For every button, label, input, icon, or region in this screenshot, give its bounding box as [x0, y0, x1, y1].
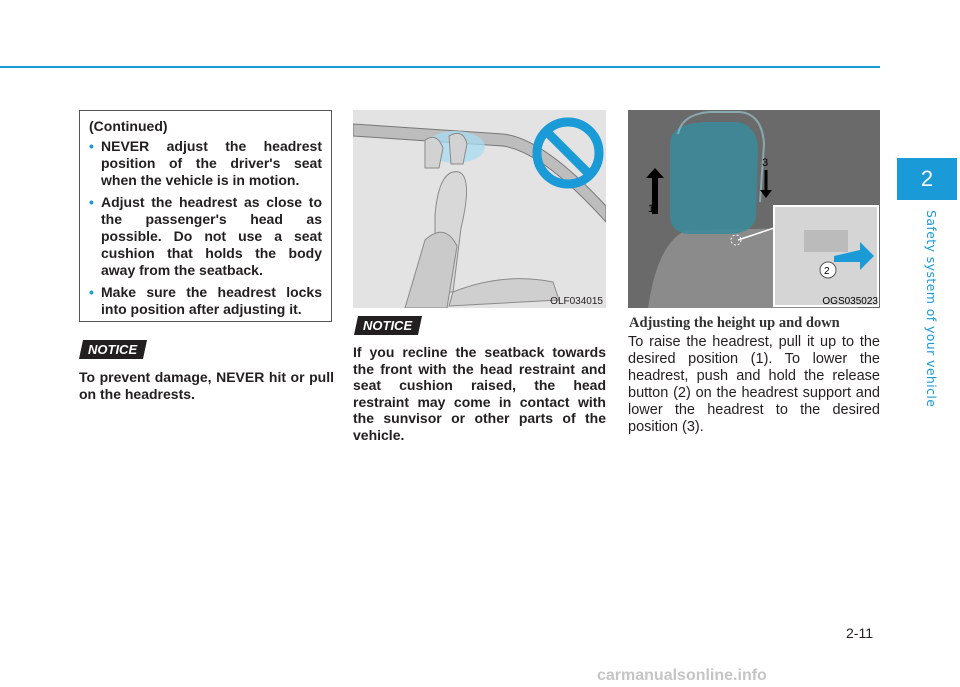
figure-code: OLF034015 — [550, 296, 603, 307]
headrest-adjust-illustration — [628, 110, 880, 308]
chapter-title: Safety system of your vehicle — [924, 210, 939, 408]
callout-1: 1 — [648, 203, 655, 215]
caution-continued-box — [79, 110, 332, 322]
caution-bullet: • Make sure the headrest locks into position after adjusting it. — [89, 284, 322, 317]
headrest-drawing — [628, 110, 880, 308]
chapter-number-tab[interactable] — [897, 158, 957, 200]
continued-label: (Continued) — [89, 118, 168, 134]
caution-bullet: • Adjust the headrest as close to the passenger's head as possible. Do not use a seat cushion that holds the body away from the seatback. — [89, 194, 322, 278]
header-rule — [0, 66, 880, 68]
callout-3: 3 — [762, 157, 769, 169]
watermark-text[interactable]: carmanualsonline.info — [597, 667, 767, 684]
notice-text-middle: If you recline the seatback towards the front with the head restraint and seat cushion raised, the head restraint may come in contact with the sunvisor or other parts of the vehicle. — [353, 344, 606, 443]
body-text: To raise the headrest, pull it up to the desired position (1). To lower the headrest, push and hold the release button (2) on the headrest support and lower the headrest to the desired position (3). — [628, 334, 880, 435]
notice-badge: NOTICE — [79, 340, 147, 359]
callout-2: 2 — [824, 266, 830, 277]
bullet-icon: • — [89, 284, 94, 300]
section-heading: Adjusting the height up and down — [629, 315, 840, 331]
notice-badge: NOTICE — [354, 316, 422, 335]
bullet-icon: • — [89, 138, 94, 154]
chapter-number: 2 — [920, 166, 934, 191]
bullet-icon: • — [89, 194, 94, 210]
page-number: 2-11 — [846, 625, 873, 641]
seat-recline-drawing — [353, 110, 606, 308]
caution-bullet-list — [89, 138, 322, 318]
notice-text-left: To prevent damage, NEVER hit or pull on the headrests. — [79, 369, 334, 402]
caution-bullet: • NEVER adjust the headrest position of the driver's seat when the vehicle is in motion. — [89, 138, 322, 188]
seat-recline-illustration — [353, 110, 606, 308]
figure-code: OGS035023 — [822, 296, 878, 307]
